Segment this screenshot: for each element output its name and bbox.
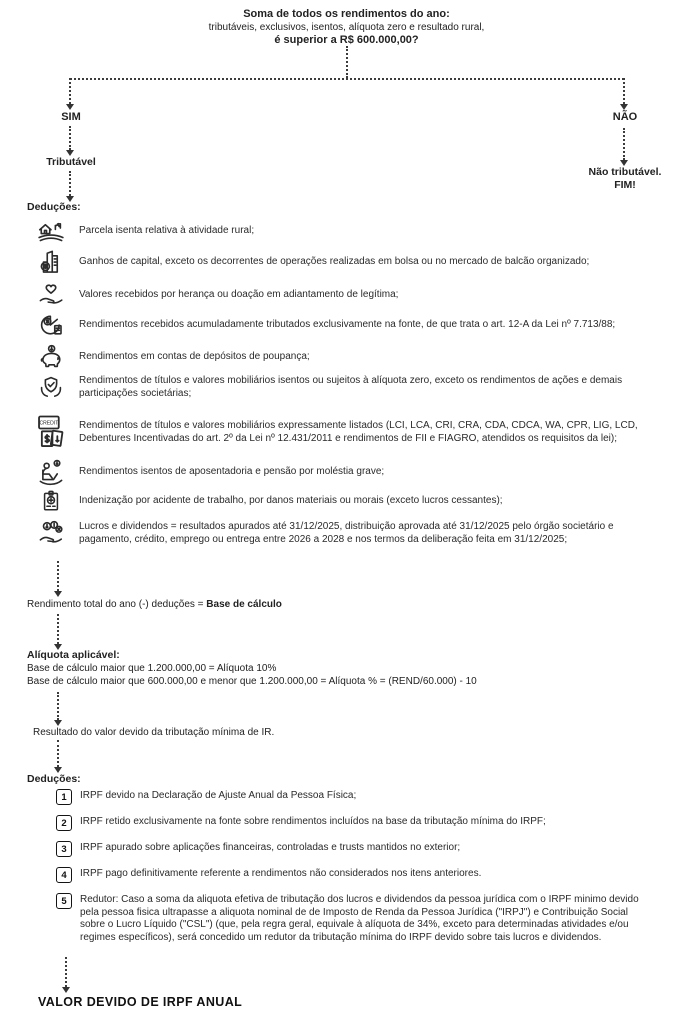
connector-tributavel-deducoes (69, 171, 71, 196)
list-item (30, 247, 662, 277)
deduction-text: Ganhos de capital, exceto os decorrentes de operações realizadas em bolsa ou no mercado de balcão organizado; (79, 256, 590, 268)
deduction-text: Valores recebidos por herança ou doação em adiantamento de legítima; (79, 289, 399, 301)
farm-rural-icon (30, 216, 72, 246)
credit-card-label: CREDIT (39, 420, 59, 427)
list-item (30, 216, 662, 246)
deductions-income-heading: Deduções: (27, 201, 81, 213)
base-calc-result: Base de cálculo (206, 599, 282, 610)
deduction-text: Rendimentos em contas de depósitos de poupança; (79, 351, 310, 363)
connector-deducoes2-final (65, 957, 67, 987)
capital-gains-building-icon (30, 247, 72, 277)
arrowhead-base (54, 591, 62, 597)
list-item (56, 894, 660, 944)
connector-sim-tributavel (69, 126, 71, 150)
question-node (0, 8, 693, 47)
question-line3: é superior a R$ 600.000,00? (274, 34, 419, 46)
connector-nao-fim (623, 128, 625, 160)
arrowhead-final (62, 987, 70, 993)
list-item (30, 310, 662, 340)
final-value-title: VALOR DEVIDO DE IRPF ANUAL (38, 995, 243, 1009)
deduction-tax-text: IRPF pago definitivamente referente a rendimentos não considerados nos itens anteriores. (80, 868, 482, 879)
list-item (56, 842, 660, 857)
accumulated-income-pie-icon (30, 310, 72, 340)
number-box: 1 (56, 789, 72, 805)
list-item (30, 413, 662, 451)
list-item (56, 868, 660, 883)
connector-question-down (346, 46, 348, 78)
deduction-tax-text: Redutor: Caso a soma da aliquota efetiva de tributação dos lucros e dividendos da pessoa jurídica com o IRPF minimo devido pela pessoa fisica ultrapasse a aliquota nominal de de Imposto de Renda da Pessoa Jurídica ("IRPJ") e Contribuição Social sobre o Lucro Líquido ("CSL") (que, pela regra geral, equivale à alíquota de 34%, exceto para determinadas atividades e/ou regimes específicos), será concedido um redutor da tributação mínima do IRPF devido sobre tais lucros e dividendos. (80, 894, 639, 943)
credit-card-bills-icon (30, 413, 72, 451)
question-line1: Soma de todos os rendimentos do ano: (243, 8, 450, 20)
retirement-chair-icon (30, 457, 72, 487)
inheritance-hand-heart-icon (30, 280, 72, 310)
deduction-tax-text: IRPF retido exclusivamente na fonte sobre rendimentos incluídos na base da tributação mínima do IRPF; (80, 816, 546, 827)
connector-deducoes-base (57, 561, 59, 591)
rate-rule1: Base de cálculo maior que 1.200.000,00 = Alíquota 10% (27, 663, 277, 674)
branch-sim-label: SIM (61, 111, 81, 123)
deductions-tax-heading: Deduções: (27, 773, 81, 785)
connector-resultado-deducoes2 (57, 740, 59, 767)
deduction-text: Lucros e dividendos = resultados apurados até 31/12/2025, distribuição aprovada até 31/12/2025 pelo órgão societário e pagamento, crédito, emprego ou entrega entre 2026 a 2028 e nos termos da deliberação feita em 31/12/2025; (79, 520, 614, 545)
number-box: 5 (56, 893, 72, 909)
arrowhead-sim (66, 104, 74, 110)
list-item (30, 457, 662, 487)
shield-hands-icon (30, 372, 72, 402)
list-item (30, 487, 662, 515)
node-nao-tributavel-line1: Não tributável. (588, 166, 662, 178)
node-nao-tributavel (589, 166, 662, 192)
result-note: Resultado do valor devido da tributação mínima de IR. (33, 727, 275, 738)
deduction-text: Rendimentos recebidos acumuladamente tributados exclusivamente na fonte, de que trata o art. 12-A da Lei nº 7.713/88; (79, 319, 616, 331)
deduction-tax-text: IRPF apurado sobre aplicações financeiras, controladas e trusts mantidos no exterior; (80, 842, 461, 853)
number-box: 2 (56, 815, 72, 831)
connector-base-aliquota (57, 614, 59, 644)
connector-aliquota-resultado (57, 692, 59, 720)
connector-to-nao (623, 78, 625, 104)
medical-badge-icon (30, 487, 72, 515)
node-tributavel: Tributável (46, 156, 96, 168)
node-nao-tributavel-line2: FIM! (614, 179, 636, 191)
connector-branch-horizontal (70, 78, 624, 80)
connector-to-sim (69, 78, 71, 104)
list-item (30, 372, 662, 402)
rate-rule2: Base de cálculo maior que 600.000,00 e menor que 1.200.000,00 = Alíquota % = (REND/60.000) - 10 (27, 676, 477, 687)
arrowhead-nao (620, 104, 628, 110)
deduction-text: Rendimentos de títulos e valores mobiliários expressamente listados (LCI, LCA, CRI, CRA, CDA, CDCA, WA, CPR, LIG, LCD, Debentures Incentivadas do art. 2º da Lei nº 12.431/2011 e rendimentos de FII e FIAGRO, atendidos os requisitos da lei); (79, 419, 638, 444)
hand-coins-icon (30, 518, 72, 548)
base-calc-line (27, 598, 282, 611)
list-item (56, 790, 660, 805)
deduction-text: Rendimentos de títulos e valores mobiliários isentos ou sujeitos à alíquota zero, exceto os rendimentos de ações e demais participações societárias; (79, 374, 623, 399)
deduction-tax-text: IRPF devido na Declaração de Ajuste Anual da Pessoa Física; (80, 790, 357, 801)
number-box: 3 (56, 841, 72, 857)
list-item (30, 280, 662, 310)
rate-heading: Alíquota aplicável: (27, 649, 120, 661)
deduction-text: Rendimentos isentos de aposentadoria e pensão por moléstia grave; (79, 466, 385, 478)
number-box: 4 (56, 867, 72, 883)
deduction-text: Parcela isenta relativa à atividade rural; (79, 225, 255, 237)
base-calc-prefix: Rendimento total do ano (-) deduções = (27, 599, 207, 610)
list-item (30, 342, 662, 372)
list-item (30, 518, 662, 548)
list-item (56, 816, 660, 831)
piggy-bank-icon (30, 342, 72, 372)
branch-nao-label: NÃO (612, 111, 638, 123)
question-line2: tributáveis, exclusivos, isentos, alíquota zero e resultado rural, (208, 22, 485, 33)
deduction-text: Indenização por acidente de trabalho, por danos materiais ou morais (exceto lucros cessantes); (79, 495, 503, 507)
